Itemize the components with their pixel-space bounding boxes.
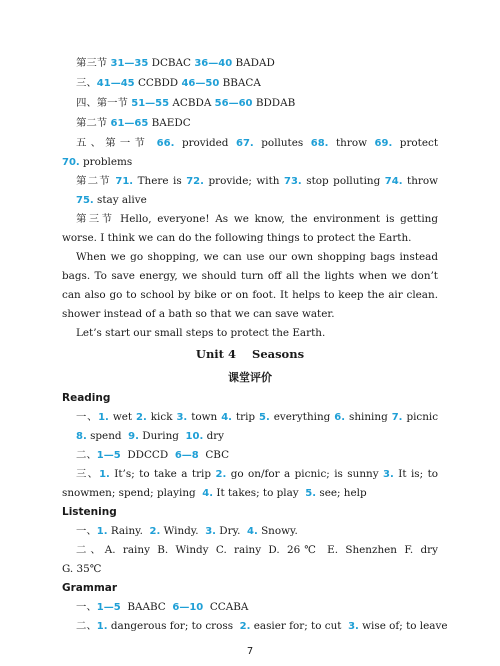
answer-line-41-50	[76, 77, 261, 90]
section-label: 第三节	[76, 213, 115, 225]
question-number: 2.	[149, 526, 161, 537]
answer-text: protect	[399, 137, 438, 149]
question-range: 36—40	[194, 58, 233, 69]
reading-part3-line2	[62, 487, 367, 500]
section-label: 第二节	[76, 175, 111, 187]
answer-text: spend	[90, 430, 122, 442]
answer-letters: BDDAB	[255, 97, 296, 109]
question-number: 1.	[99, 469, 110, 480]
part-label: 一、	[76, 411, 99, 423]
part-label: 一、	[76, 525, 97, 537]
essay-text: Hello, everyone! As we know, the environment is getting	[120, 213, 438, 225]
listening-part1	[76, 525, 298, 538]
part-label: 一、	[76, 601, 97, 613]
answer-text: see; help	[319, 487, 367, 499]
answer-letters: CBC	[205, 449, 230, 461]
answer-text: easier for; to cut	[253, 620, 342, 632]
answer-text: town	[191, 411, 218, 423]
answer-letters: BAEDC	[151, 117, 191, 129]
part-label: 三、	[76, 468, 100, 480]
question-number: 10.	[185, 431, 204, 442]
question-number: 71.	[115, 176, 134, 187]
question-number: 68.	[310, 138, 329, 149]
question-number: 1.	[96, 526, 108, 537]
section-label: 第三节	[76, 57, 108, 69]
question-number: 4.	[202, 488, 214, 499]
answer-text: C. rainy	[215, 544, 262, 556]
answer-text: It is; to	[398, 468, 438, 480]
question-range: 1—5	[96, 450, 121, 461]
question-number: 6.	[334, 412, 346, 423]
answer-text: B. Windy	[157, 544, 209, 556]
answer-text: E. Shenzhen	[327, 544, 397, 556]
listening-part2-line1	[76, 544, 438, 557]
question-number: 7.	[391, 412, 403, 423]
answer-line-75	[76, 194, 147, 207]
question-number: 3.	[383, 469, 394, 480]
question-range: 1—5	[96, 602, 121, 613]
question-number: 70.	[62, 157, 80, 168]
answer-text: throw	[336, 137, 367, 149]
answer-letters: BBACA	[222, 77, 261, 89]
essay-line-5: can also go to school by bike or on foot. It helps to keep the air clean.	[62, 289, 438, 301]
question-number: 5.	[259, 412, 270, 423]
section-subtitle: 课堂评价	[228, 371, 272, 384]
answer-letters: CCBDD	[137, 77, 179, 89]
answer-text: throw	[407, 175, 438, 187]
answer-text: During	[142, 430, 179, 442]
answer-text: wet	[112, 411, 133, 423]
answer-text: It takes; to play	[216, 487, 299, 499]
question-number: 9.	[128, 431, 139, 442]
question-number: 69.	[374, 138, 393, 149]
question-range: 41—45	[96, 78, 135, 89]
answer-letters: ACBDA	[172, 97, 212, 109]
essay-line-6: shower instead of a bath so that we can save water.	[62, 308, 335, 320]
page-number: 7	[246, 646, 254, 657]
answer-text: There is	[137, 175, 182, 187]
answer-letters: DDCCD	[127, 449, 169, 461]
part-label: 二、	[76, 544, 105, 556]
section-label: 第二节	[76, 117, 108, 129]
answer-text: stay alive	[97, 194, 147, 206]
question-range: 46—50	[181, 78, 220, 89]
listening-heading: Listening	[62, 506, 117, 518]
answer-text: kick	[150, 411, 173, 423]
answer-line-51-60	[76, 97, 295, 110]
reading-heading: Reading	[62, 392, 111, 404]
answer-text: snowmen; spend; playing	[62, 487, 196, 499]
answer-text: pollutes	[261, 137, 304, 149]
part-label: 二、	[76, 449, 97, 461]
grammar-part1	[76, 601, 248, 614]
question-range: 61—65	[110, 118, 149, 129]
answer-text: shining	[349, 411, 388, 423]
answer-text: everything	[273, 411, 331, 423]
part-label: 二、	[76, 620, 97, 632]
question-number: 72.	[186, 176, 204, 187]
answer-line-31-40	[76, 57, 275, 70]
answer-text: dangerous for; to cross	[110, 620, 234, 632]
question-range: 56—60	[214, 98, 253, 109]
question-number: 2.	[239, 621, 251, 632]
question-number: 3.	[176, 412, 188, 423]
question-number: 67.	[236, 138, 254, 149]
reading-part3-line1	[76, 468, 438, 481]
essay-line-4: bags. To save energy, we should turn off all the lights when we don’t	[62, 270, 438, 282]
answer-letters: BADAD	[235, 57, 275, 69]
answer-text: Dry.	[219, 525, 241, 537]
answer-line-70	[62, 156, 132, 169]
essay-line-2: worse. I think we can do the following things to protect the Earth.	[62, 232, 412, 244]
answer-text: stop polluting	[306, 175, 381, 187]
question-number: 8.	[76, 431, 87, 442]
section-label: 三、	[76, 77, 97, 89]
question-number: 66.	[156, 138, 175, 149]
question-number: 3.	[348, 621, 359, 632]
question-number: 4.	[246, 526, 258, 537]
answer-text: dry	[206, 430, 225, 442]
question-number: 1.	[98, 412, 109, 423]
answer-letters: BAABC	[127, 601, 166, 613]
question-range: 6—8	[174, 450, 199, 461]
listening-part2-line2: G. 35℃	[62, 563, 102, 575]
answer-text: trip	[235, 411, 256, 423]
reading-part1-line2	[76, 430, 224, 443]
answer-text: F. dry	[404, 544, 438, 556]
question-range: 51—55	[131, 98, 170, 109]
answer-letters: DCBAC	[151, 57, 192, 69]
answer-text: Rainy.	[110, 525, 143, 537]
question-number: 5.	[305, 488, 317, 499]
essay-line-7: Let’s start our small steps to protect the Earth.	[76, 327, 326, 339]
question-number: 2.	[136, 412, 147, 423]
answer-line-61-65	[76, 117, 191, 130]
question-range: 6—10	[172, 602, 204, 613]
answer-text: Snowy.	[261, 525, 298, 537]
answer-line-66-69	[76, 137, 438, 150]
answer-text: provide; with	[208, 175, 280, 187]
answer-text: picnic	[406, 411, 438, 423]
question-number: 1.	[96, 621, 108, 632]
essay-line-3: When we go shopping, we can use our own shopping bags instead	[76, 251, 438, 263]
essay-line-1	[76, 213, 438, 226]
unit-title: Unit 4 Seasons	[195, 347, 305, 361]
question-number: 2.	[215, 469, 227, 480]
grammar-part2	[76, 620, 447, 633]
answer-text: Windy.	[163, 525, 199, 537]
answer-letters: CCABA	[209, 601, 249, 613]
answer-text: problems	[83, 156, 133, 168]
answer-text: D. 26℃	[268, 544, 320, 556]
answer-text: wise of; to leave	[362, 620, 448, 632]
question-number: 73.	[283, 176, 302, 187]
answer-text: A. rainy	[104, 544, 150, 556]
question-number: 3.	[205, 526, 216, 537]
reading-part1-line1	[76, 411, 438, 424]
question-range: 31—35	[110, 58, 149, 69]
reading-part2	[76, 449, 229, 462]
question-number: 75.	[76, 195, 94, 206]
section-label: 四、第一节	[76, 97, 128, 109]
question-number: 74.	[384, 176, 403, 187]
question-number: 4.	[221, 412, 232, 423]
answer-text: go on/for a picnic; is sunny	[230, 468, 379, 480]
grammar-heading: Grammar	[62, 582, 118, 594]
answer-line-71-74	[76, 175, 438, 188]
section-label: 五、第一节	[76, 137, 150, 149]
answer-text: provided	[181, 137, 229, 149]
answer-text: It’s; to take a trip	[114, 468, 212, 480]
